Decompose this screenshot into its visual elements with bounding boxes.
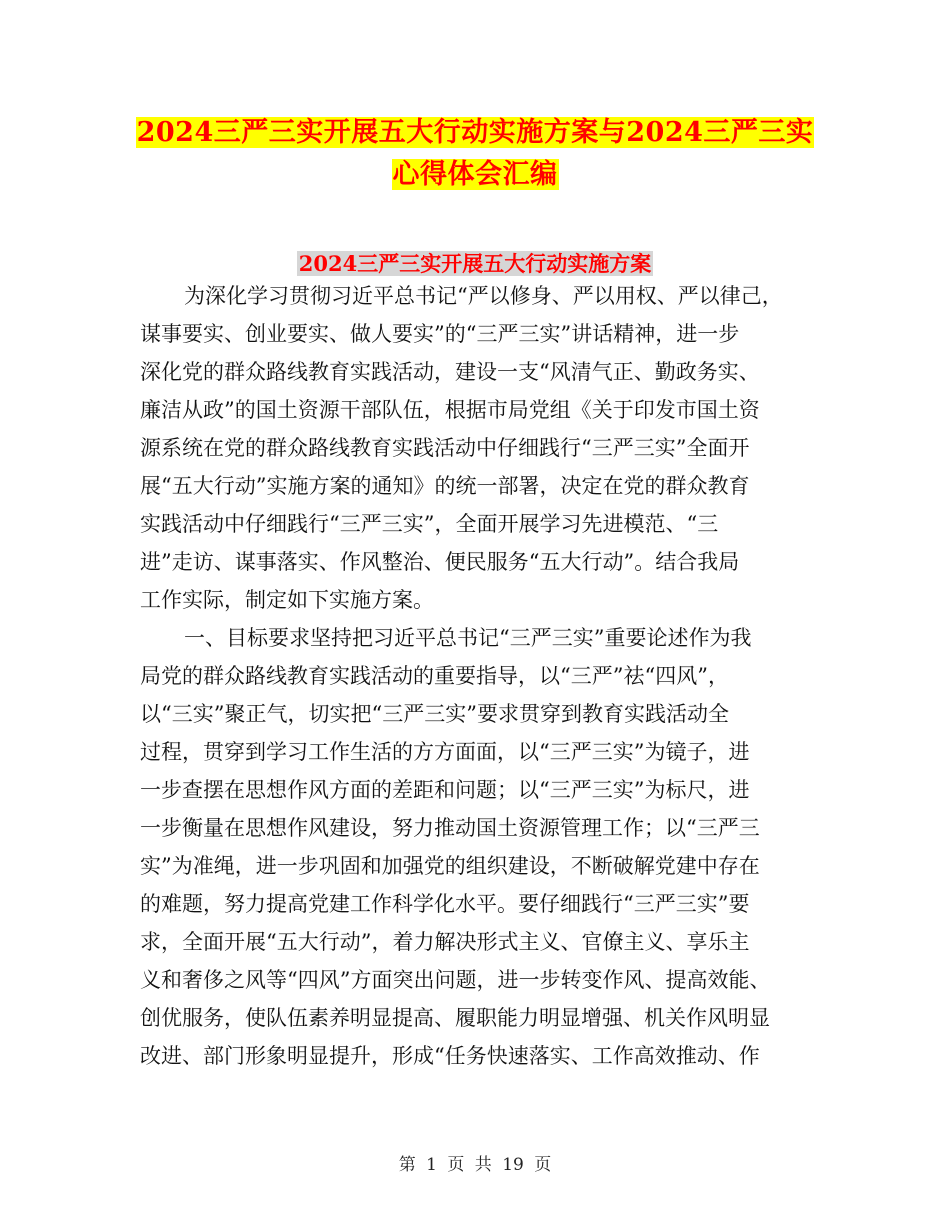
- text-line: 深化党的群众路线教育实践活动，建设一支“风清气正、勤政务实、: [140, 360, 760, 384]
- text-line: 义和奢侈之风等“四风”方面突出问题，进一步转变作风、提高效能、: [140, 968, 771, 992]
- text-line: 创优服务，使队伍素养明显提高、履职能力明显增强、机关作风明显: [140, 1006, 770, 1030]
- text-line: 求，全面开展“五大行动”，着力解决形式主义、官僚主义、享乐主: [140, 930, 750, 954]
- text-line: 局党的群众路线教育实践活动的重要指导，以“三严”祛“四风”，: [140, 664, 729, 688]
- text-line: 改进、部门形象明显提升，形成“任务快速落实、工作高效推动、作: [140, 1044, 760, 1068]
- section-title-text: 2024三严三实开展五大行动实施方案: [298, 251, 652, 276]
- document-title: [0, 112, 950, 196]
- text-line: 为深化学习贯彻习近平总书记“严以修身、严以用权、严以律己，: [184, 284, 783, 308]
- text-line: 廉洁从政”的国土资源干部队伍，根据市局党组《关于印发市国土资: [140, 398, 760, 422]
- text-line: 的难题，努力提高党建工作科学化水平。要仔细践行“三严三实”要: [140, 892, 750, 916]
- text-line: 一步查摆在思想作风方面的差距和问题；以“三严三实”为标尺，进: [140, 778, 750, 802]
- text-line: 源系统在党的群众路线教育实践活动中仔细践行“三严三实”全面开: [140, 436, 750, 460]
- text-line: 一步衡量在思想作风建设，努力推动国土资源管理工作；以“三严三: [140, 816, 760, 840]
- text-line: 谋事要实、创业要实、做人要实”的“三严三实”讲话精神，进一步: [140, 322, 740, 346]
- body-text: [140, 277, 808, 1075]
- title-line-1: 2024三严三实开展五大行动实施方案与2024三严三实: [136, 117, 814, 148]
- page-footer: 第 1 页 共 19 页: [398, 1155, 552, 1175]
- text-line: 工作实际，制定如下实施方案。: [140, 588, 434, 612]
- text-line: 展“五大行动”实施方案的通知》的统一部署，决定在党的群众教育: [140, 474, 750, 498]
- text-line: 以“三实”聚正气，切实把“三严三实”要求贯穿到教育实践活动全: [140, 702, 729, 726]
- section-title: [0, 248, 950, 280]
- text-line: 一、目标要求坚持把习近平总书记“三严三实”重要论述作为我: [184, 626, 752, 650]
- title-line-2: 心得体会汇编: [392, 159, 558, 190]
- text-line: 过程，贯穿到学习工作生活的方方面面，以“三严三实”为镜子，进: [140, 740, 750, 764]
- text-line: 实践活动中仔细践行“三严三实”，全面开展学习先进模范、“三: [140, 512, 719, 536]
- text-line: 实”为准绳，进一步巩固和加强党的组织建设，不断破解党建中存在: [140, 854, 760, 878]
- text-line: 进”走访、谋事落实、作风整治、便民服务“五大行动”。结合我局: [140, 550, 740, 574]
